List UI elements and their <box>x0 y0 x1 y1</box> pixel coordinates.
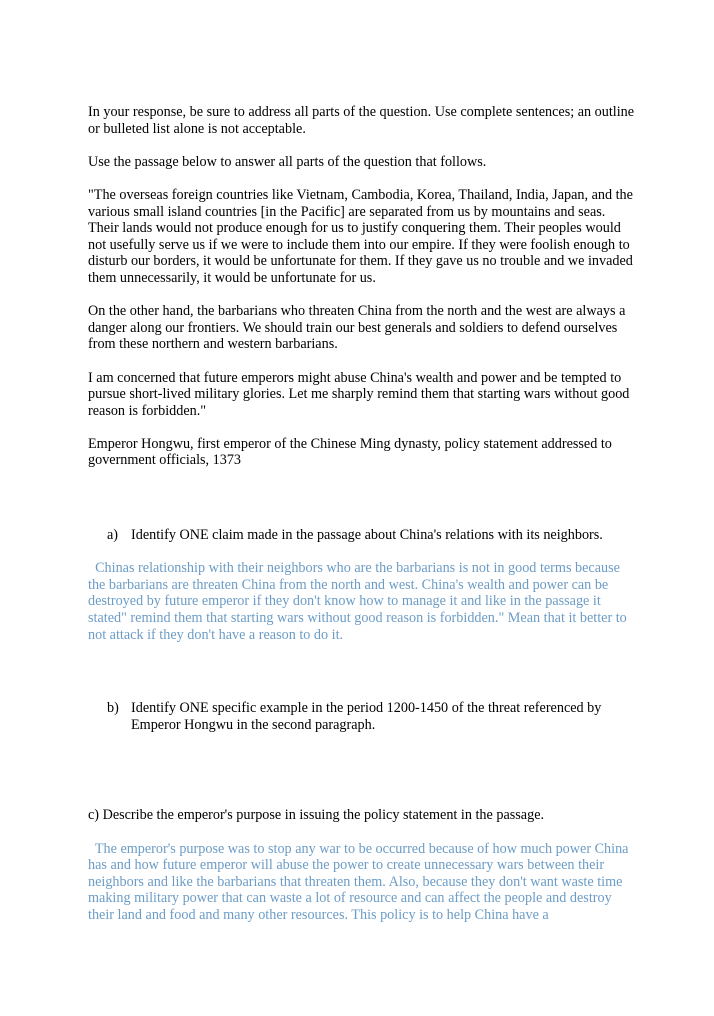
question-b <box>88 700 636 733</box>
question-b-text: Identify ONE specific example in the period 1200-1450 of the threat referenced by Emperor Hongwu in the second paragraph. <box>131 700 602 733</box>
instructions-text: In your response, be sure to address all parts of the question. Use complete sentences; an outline or bulleted list alone is not acceptable. <box>88 104 635 137</box>
answer-a-text: Chinas relationship with their neighbors who are the barbarians is not in good terms because the barbarians are threaten China from the north and west. China's wealth and power can be destroyed by future emperor if they don't know how to manage it and like in the passage it stated" remind them that starting wars without good reason is forbidden." Mean that it better to not attack if they don't have a reason to do it. <box>88 560 627 643</box>
question-a-text: Identify ONE claim made in the passage about China's relations with its neighbors. <box>131 527 603 544</box>
passage-source: Emperor Hongwu, first emperor of the Chinese Ming dynasty, policy statement addressed to government officials, 1373 <box>88 435 612 469</box>
passage-paragraph-2: On the other hand, the barbarians who threaten China from the north and the west are always a danger along our frontiers. We should train our best generals and soldiers to defend ourselves from these northern and western barbarians. <box>88 303 626 353</box>
question-c-text: c) Describe the emperor's purpose in issuing the policy statement in the passage. <box>88 807 545 824</box>
passage-paragraph-1: "The overseas foreign countries like Vietnam, Cambodia, Korea, Thailand, India, Japan, and the various small island countries [in the Pacific] are separated from us by mountains and seas. Their lands would not produce enough for us to justify conquering them. Their peoples would not usefully serve us if we were to include them into our empire. If they were foolish enough to disturb our borders, it would be unfortunate for them. If they gave us no trouble and we invaded them unnecessarily, it would be unfortunate for us. <box>88 186 633 286</box>
question-a <box>88 527 636 544</box>
answer-c-text: The emperor's purpose was to stop any war to be occurred because of how much power China has and how future emperor will abuse the power to create unnecessary wars between their neighbors and like the barbarians that threaten them. Also, because they don't want waste time making military power that can waste a lot of resource and can affect the people and destroy their land and food and many other resources. This policy is to help China have a <box>88 840 629 923</box>
passage-directions: Use the passage below to answer all parts of the question that follows. <box>88 153 487 170</box>
answer-c[interactable] <box>88 841 636 924</box>
answer-a[interactable] <box>88 560 636 643</box>
question-a-marker: a) <box>107 527 119 544</box>
passage-paragraph-3: I am concerned that future emperors might abuse China's wealth and power and be tempted to pursue short-lived military glories. Let me sharply remind them that starting wars without good reason is forbidden." <box>88 369 630 419</box>
document-page <box>88 104 636 924</box>
question-b-marker: b) <box>107 700 119 717</box>
